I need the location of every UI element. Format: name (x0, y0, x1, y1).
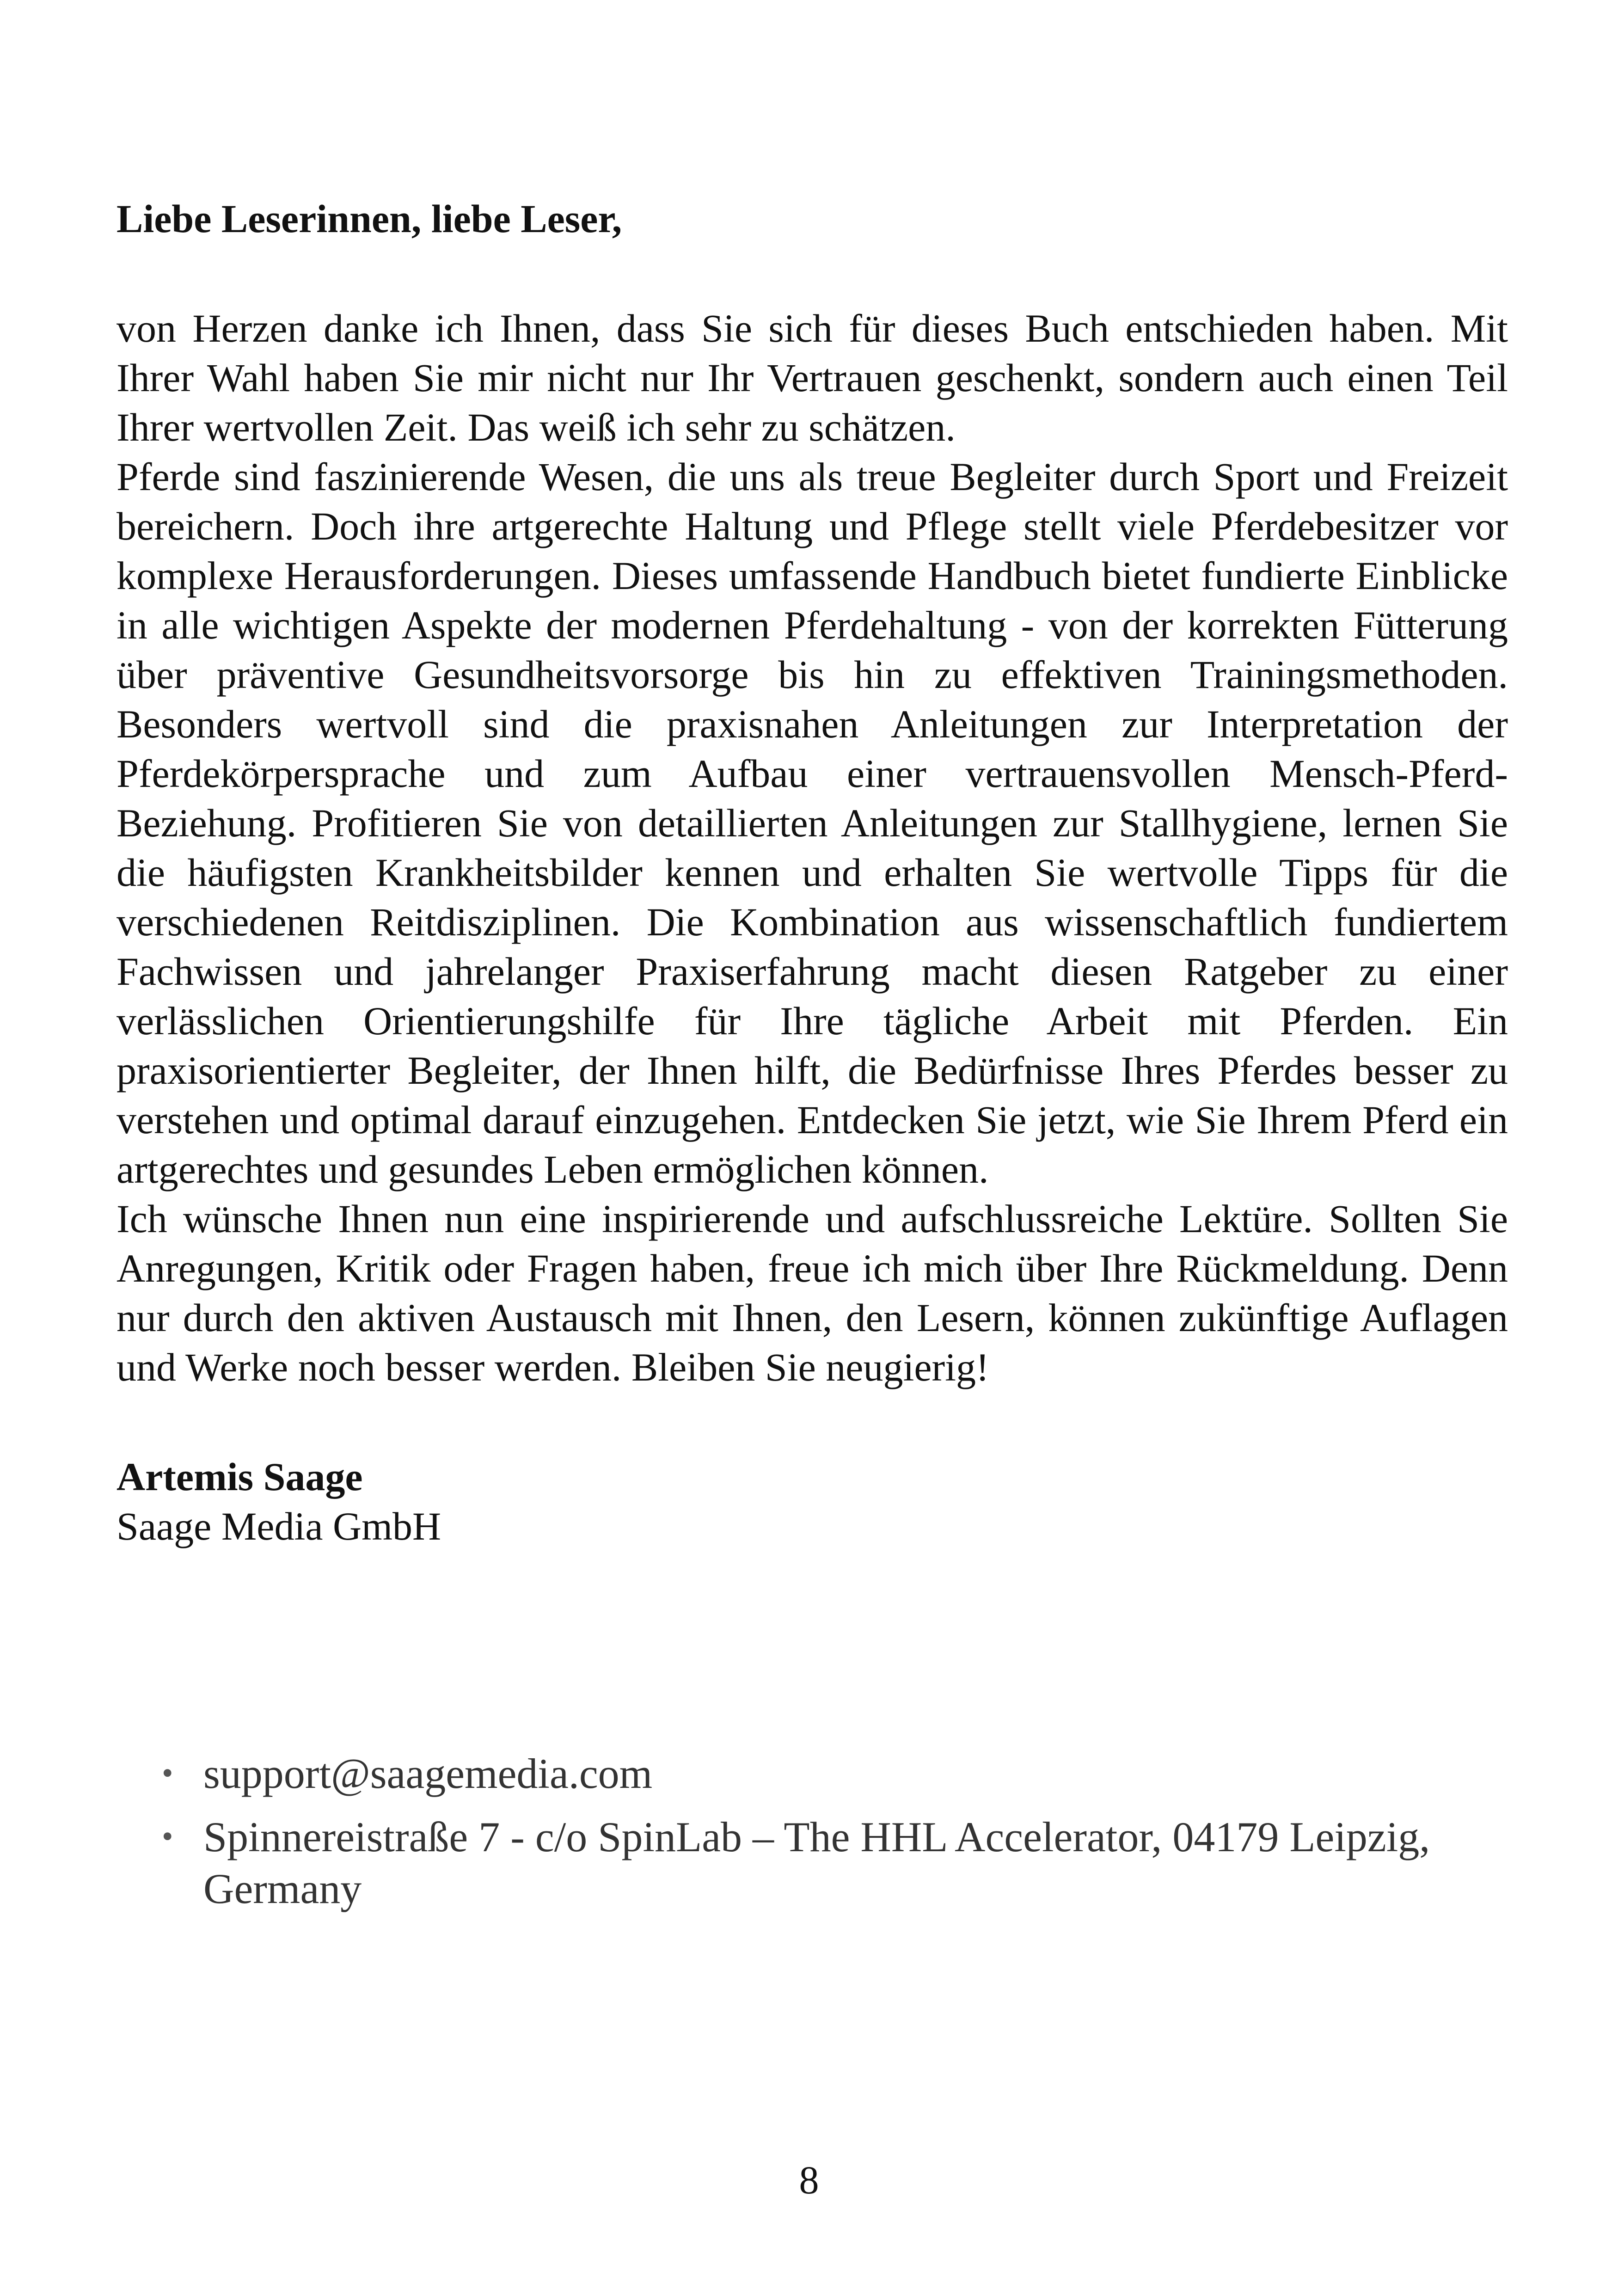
salutation: Liebe Leserinnen, liebe Leser, (116, 196, 622, 241)
page-number: 8 (799, 2158, 819, 2202)
contact-email (157, 1748, 1498, 1799)
paragraph-closing: Ich wünsche Ihnen nun eine inspirierende und aufschlussreiche Lektüre. Sollten Sie Anregungen, Kritik oder Fragen haben, freue ich mich über Ihre Rückmeldung. Denn nur durch den aktiven Austausch mit Ihnen, den Lesern, können zukünftige Auflagen und Werke noch besser werden. Bleiben Sie neugierig! (116, 1197, 1508, 1389)
foreword-letter (116, 194, 1508, 1551)
email-address[interactable]: support@saagemedia.com (203, 1750, 653, 1797)
postal-address: Spinnereistraße 7 - c/o SpinLab – The HHL Accelerator, 04179 Leipzig, Germany (203, 1813, 1430, 1912)
signature-block (116, 1452, 1508, 1551)
author-name: Artemis Saage (116, 1455, 363, 1499)
paragraph-thanks: von Herzen danke ich Ihnen, dass Sie sich für dieses Buch entschieden haben. Mit Ihrer Wahl haben Sie mir nicht nur Ihr Vertrauen geschenkt, sondern auch einen Teil Ihrer wertvollen Zeit. Das weiß ich sehr zu schätzen. (116, 306, 1508, 449)
contact-list (157, 1748, 1498, 1926)
bullet-icon: • (162, 1756, 173, 1791)
contact-address (157, 1811, 1498, 1915)
bullet-icon: • (162, 1819, 173, 1854)
company-name: Saage Media GmbH (116, 1504, 441, 1548)
paragraph-book-description: Pferde sind faszinierende Wesen, die uns als treue Begleiter durch Sport und Freizeit bereichern. Doch ihre artgerechte Haltung und Pflege stellt viele Pferdebesitzer vor komplexe Herausforderungen. Dieses umfassende Handbuch bietet fundierte Einblicke in alle wichtigen Aspekte der modernen Pferdehaltung - von der korrekten Fütterung über präventive Gesundheitsvorsorge bis hin zu effektiven Trainingsmethoden. Besonders wertvoll sind die praxisnahen Anleitungen zur Interpretation der Pferdekörpersprache und zum Aufbau einer vertrauensvollen Mensch-Pferd-Beziehung. Profitieren Sie von detaillierten Anleitungen zur Stallhygiene, lernen Sie die häufigsten Krankheitsbilder kennen und erhalten Sie wertvolle Tipps für die verschiedenen Reitdisziplinen. Die Kombination aus wissenschaftlich fundiertem Fachwissen und jahrelanger Praxiserfahrung macht diesen Ratgeber zu einer verlässlichen Orientierungshilfe für Ihre tägliche Arbeit mit Pferden. Ein praxisorientierter Begleiter, der Ihnen hilft, die Bedürfnisse Ihres Pferdes besser zu verstehen und optimal darauf einzugehen. Entdecken Sie jetzt, wie Sie Ihrem Pferd ein artgerechtes und gesundes Leben ermöglichen können. (116, 454, 1508, 1191)
